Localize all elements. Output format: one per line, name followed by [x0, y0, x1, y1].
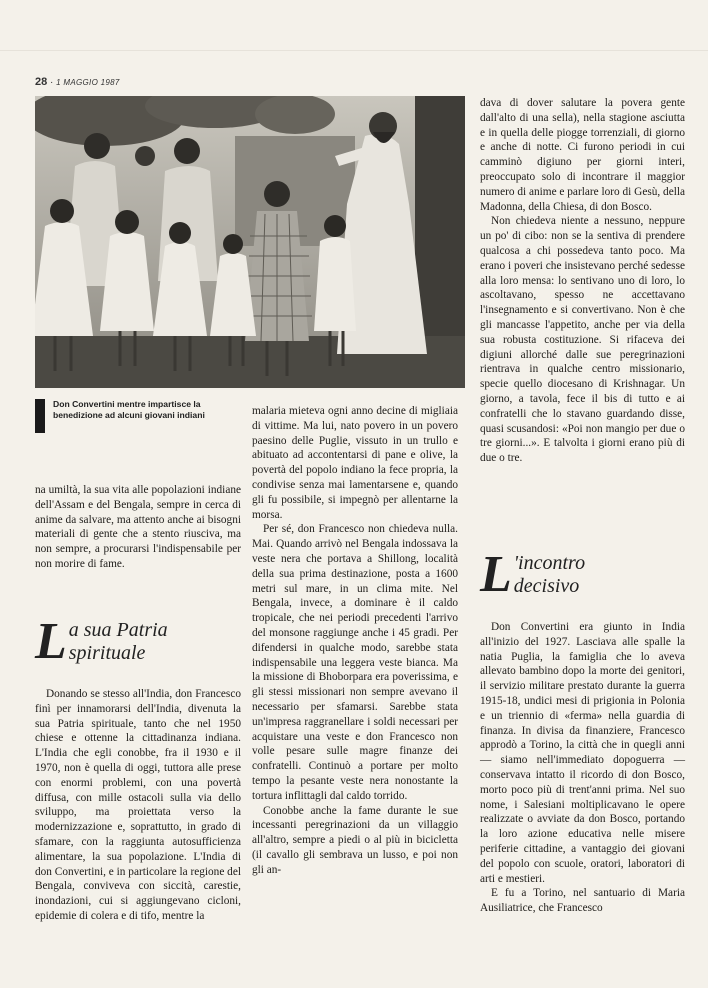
col1-paragraph-1: na umiltà, la sua vita alle popolazioni indiane dell'Assam e del Bengala, sempre in cerca di anime da salvare, ma attento anche ai bisogni materiali di gente che a stento riusciva, ma non sempre, a procurarsi l'indispensabile per non morire di fame. — [35, 484, 241, 570]
photograph-icon — [35, 96, 465, 388]
heading-line-1: a sua Patria — [68, 619, 168, 641]
column-3-body — [480, 620, 685, 916]
photo-caption — [35, 399, 235, 433]
heading-incontro-decisivo — [480, 546, 685, 603]
caption-marker — [35, 399, 45, 433]
col3-paragraph-4: E fu a Torino, nel santuario di Maria Ausiliatrice, che Francesco — [480, 887, 685, 915]
col2-paragraph-2: Per sé, don Francesco non chiedeva nulla. Mai. Quando arrivò nel Bengala indossava la veste nera che portava a Shillong, località della sua prima destinazione, posta a 1600 metri sul mare, in un clima mite. Nel Bengala, invece, a dominare è il caldo tropicale, che nei periodi precedenti l'arrivo del monsone raggiunge anche i 45 gradi. Per difendersi in qualche modo, sarebbe stata indispensabile una leggera veste bianca. Ma la missione di Bhoborpara era poverissima, e gli stessi missionari non sempre avevano il necessario per sfamarsi. Sarebbe stata un'impresa raggranellare i soldi necessari per acquistare una veste e don Francesco non volle pesare sulle magre finanze dei confratelli. Continuò a portare per molto tempo la pesante veste nera nonostante la tortura inflittagli dal caldo torrido. — [252, 523, 458, 802]
col3-paragraph-3: Don Convertini era giunto in India all'inizio del 1927. Lasciava alle spalle la natia Puglia, la famiglia che lo aveva allevato bambino dopo la morte dei genitori, il servizio militare prestato durante la guerra 1915-18, undici mesi di prigionia in Polonia e un triennio di «ferma» nella guardia di finanza. In divisa da finanziere, Francesco approdò a Torino, la città che in quegli anni — siamo nell'immediato dopoguerra — conservava intatto il ricordo di don Bosco, morto poco più di trent'anni prima. Nel suo nome, i Salesiani moltiplicavano le opere realizzate o avviate da don Bosco, portando la loro azione educativa nelle misere periferie cittadine, a vantaggio dei giovani del popolo con scuole, oratori, laboratori di arti e mestieri. — [480, 621, 685, 885]
col2-paragraph-1: malaria mieteva ogni anno decine di migliaia di vittime. Ma lui, nato povero in un povero paesino delle Puglie, vissuto in un trullo e abituato ad accontentarsi di pane e olive, la povertà del popolo indiano la fece propria, la condivise senza mai lamentarsene e, quando gli fu possibile, si impegnò per allentarne la morsa. — [252, 405, 458, 521]
col3-paragraph-1: dava di dover salutare la povera gente dall'alto di una sella), nella stagione asciutta e in quella delle piogge torrenziali, di giorno e anche di notte. Ci furono periodi in cui camminò digiuno per giorni interi, preoccupato solo di incontrare il maggior numero di anime e parlare loro di Gesù, della Madonna, della Chiesa, di don Bosco. — [480, 97, 685, 213]
heading-patria-spirituale — [35, 613, 241, 670]
running-header — [35, 76, 120, 88]
page-number: 28 — [35, 76, 48, 88]
heading-drop-cap: L — [35, 613, 67, 670]
heading-line-2: spirituale — [68, 642, 146, 664]
column-1-intro — [35, 483, 241, 572]
heading-drop-cap: L — [480, 546, 512, 603]
column-2 — [252, 404, 458, 878]
col1-paragraph-2: Donando se stesso all'India, don Francesco finì per innamorarsi dell'India, divenuta la sua Patria spirituale, tanto che nel 1950 chiese e ottenne la cittadinanza indiana. L'India che egli conobbe, fra il 1930 e il 1970, non è quella di oggi, tuttora alle prese con enormi problemi, con una povertà diffusa, con mille ostacoli sulla via dello sviluppo, ma proiettata verso la modernizzazione e, soprattutto, in grado di sfamare, con la raggiunta autosufficienza alimentare, la sua popolazione. L'India di don Convertini, e in particolare la regione del Bengala, conviveva con siccità, carestie, inondazioni, cui si aggiungevano cicloni, epidemie di colera e di tifo, mentre la — [35, 688, 241, 922]
col2-paragraph-3: Conobbe anche la fame durante le sue incessanti peregrinazioni da un villaggio all'altro, sempre a piedi o al più in bicicletta (il cavallo gli sembrava un lusso, e poi non gli an- — [252, 804, 458, 876]
column-1-body — [35, 687, 241, 924]
photograph — [35, 96, 465, 388]
caption-text: Don Convertini mentre impartisce la benedizione ad alcuni giovani indiani — [53, 399, 205, 420]
heading-line-2: decisivo — [513, 575, 580, 597]
issue-date: 1 MAGGIO 1987 — [56, 78, 120, 87]
page-top-margin — [0, 0, 708, 51]
header-separator: · — [50, 77, 57, 88]
heading-line-1: 'incontro — [513, 552, 586, 574]
col3-paragraph-2: Non chiedeva niente a nessuno, neppure un po' di cibo: non se la sentiva di prendere qualcosa a chi possedeva tanto poco. Ma erano i poveri che insistevano perché sedesse alla loro mensa: lo sentivano uno di loro, lo ascoltavano, spesso ne accettavano l'insegnamento e si convertivano. Non è che gli mancasse l'appetito, anche per via della sua robusta costituzione. Si rifaceva dei digiuni allorché dalle sue peregrinazioni rientrava in qualche centro missionario, specie quello diocesano di Krishnagar. Un giorno, a tavola, fece il bis di tutto e ai confratelli che lo stavano guardando disse, quasi scusandosi: «Poi non mangio per due o tre giorni...». E talvolta i giorni erano più di due o tre. — [480, 215, 685, 465]
column-3-top — [480, 96, 685, 466]
